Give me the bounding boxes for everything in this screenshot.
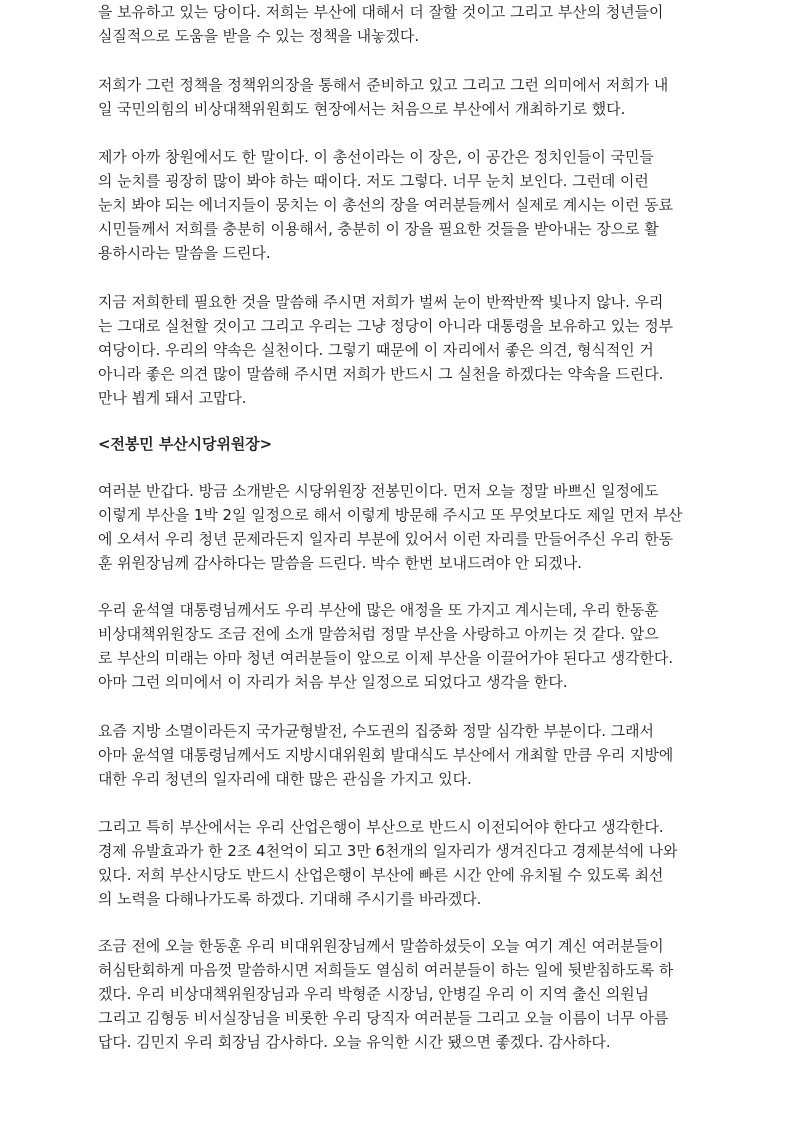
text-line: 눈치 봐야 되는 에너지들이 뭉치는 이 총선의 장을 여러분들께서 실제로 계시는 이런 동료: [98, 196, 674, 214]
text-line: 답다. 김민지 우리 회장님 감사하다. 오늘 유익한 시간 됐으면 좋겠다. 감사하다.: [98, 1033, 611, 1051]
text-line: 는 그대로 실천할 것이고 그리고 우리는 그냥 정당이 아니라 대통령을 보유하고 있는 정부: [98, 317, 674, 335]
paragraph: [98, 0, 708, 48]
text-line: 우리 윤석열 대통령님께서도 우리 부산에 많은 애정을 또 가지고 계시는데, 우리 한동훈: [98, 601, 659, 619]
text-line: 비상대책위원장도 조금 전에 소개 말씀처럼 정말 부산을 사랑하고 아끼는 것 같다. 앞으: [98, 625, 659, 643]
paragraph: [98, 815, 708, 911]
text-line: 용하시라는 말씀을 드린다.: [98, 244, 271, 262]
paragraph: [98, 73, 708, 121]
text-line: 여당이다. 우리의 약속은 실천이다. 그렇기 때문에 이 자리에서 좋은 의견, 형식적인 거: [98, 341, 654, 359]
paragraph: [98, 598, 708, 694]
text-line: 아마 그런 의미에서 이 자리가 처음 부산 일정으로 되었다고 생각을 한다.: [98, 673, 568, 691]
text-line: 이렇게 부산을 1박 2일 일정으로 해서 이렇게 방문해 주시고 또 무엇보다도 제일 먼저 부산: [98, 506, 683, 524]
text-line: 요즘 지방 소멸이라든지 국가균형발전, 수도권의 집중화 정말 심각한 부분이다. 그래서: [98, 722, 654, 740]
text-line: 대한 우리 청년의 일자리에 대한 많은 관심을 가지고 있다.: [98, 770, 472, 788]
section-heading: [98, 432, 708, 456]
text-line: 그리고 특히 부산에서는 우리 산업은행이 부산으로 반드시 이전되어야 한다고 생각한다.: [98, 818, 664, 836]
text-line: 시민들께서 저희를 충분히 이용해서, 충분히 이 장을 필요한 것들을 받아내는 장으로 활: [98, 220, 659, 238]
text-line: 그리고 김형동 비서실장님을 비롯한 우리 당직자 여러분들 그리고 오늘 이름이 너무 아름: [98, 1009, 669, 1027]
text-line: 제가 아까 창원에서도 한 말이다. 이 총선이라는 이 장은, 이 공간은 정치인들이 국민들: [98, 148, 654, 166]
text-line: 일 국민의힘의 비상대책위원회도 현장에서는 처음으로 부산에서 개최하기로 했다.: [98, 100, 626, 118]
text-line: 을 보유하고 있는 당이다. 저희는 부산에 대해서 더 잘할 것이고 그리고 부산의 청년들이: [98, 3, 664, 21]
paragraph: [98, 934, 708, 1054]
text-line: 훈 위원장님께 감사하다는 말씀을 드린다. 박수 한번 보내드려야 안 되겠나.: [98, 554, 582, 572]
text-line: 있다. 저희 부산시당도 반드시 산업은행이 부산에 빠른 시간 안에 유치될 수 있도록 최선: [98, 866, 664, 884]
text-line: 경제 유발효과가 한 2조 4천억이 되고 3만 6천개의 일자리가 생겨진다고 경제분석에 나와: [98, 842, 678, 860]
paragraph: [98, 290, 708, 410]
text-line: <전봉민 부산시당위원장>: [98, 435, 273, 453]
text-line: 겠다. 우리 비상대책위원장님과 우리 박형준 시장님, 안병길 우리 이 지역 출신 의원님: [98, 985, 650, 1003]
text-line: 의 노력을 다해나가도록 하겠다. 기대해 주시기를 바라겠다.: [98, 890, 482, 908]
text-line: 만나 뵙게 돼서 고맙다.: [98, 389, 247, 407]
paragraph: [98, 145, 708, 265]
text-line: 허심탄회하게 마음껏 말씀하시면 저희들도 열심히 여러분들이 하는 일에 뒷받침하도록 하: [98, 961, 674, 979]
text-line: 조금 전에 오늘 한동훈 우리 비대위원장님께서 말씀하셨듯이 오늘 여기 계신 여러분들이: [98, 937, 664, 955]
text-line: 아니라 좋은 의견 많이 말씀해 주시면 저희가 반드시 그 실천을 하겠다는 약속을 드린다.: [98, 365, 664, 383]
paragraph: [98, 479, 708, 575]
text-line: 에 오셔서 우리 청년 문제라든지 일자리 부분에 있어서 이런 자리를 만들어주신 우리 한동: [98, 530, 674, 548]
text-line: 의 눈치를 굉장히 많이 봐야 하는 때이다. 저도 그렇다. 너무 눈치 보인다. 그런데 이런: [98, 172, 649, 190]
text-line: 실질적으로 도움을 받을 수 있는 정책을 내놓겠다.: [98, 27, 420, 45]
text-line: 저희가 그런 정책을 정책위의장을 통해서 준비하고 있고 그리고 그런 의미에서 저희가 내: [98, 76, 669, 94]
paragraph: [98, 719, 708, 791]
text-line: 지금 저희한테 필요한 것을 말씀해 주시면 저희가 벌써 눈이 반짝반짝 빛나지 않나. 우리: [98, 293, 664, 311]
text-line: 로 부산의 미래는 아마 청년 여러분들이 앞으로 이제 부산을 이끌어가야 된다고 생각한다.: [98, 649, 674, 667]
text-line: 아마 윤석열 대통령님께서도 지방시대위원회 발대식도 부산에서 개최할 만큼 우리 지방에: [98, 746, 674, 764]
text-line: 여러분 반갑다. 방금 소개받은 시당위원장 전봉민이다. 먼저 오늘 정말 바쁘신 일정에도: [98, 482, 659, 500]
